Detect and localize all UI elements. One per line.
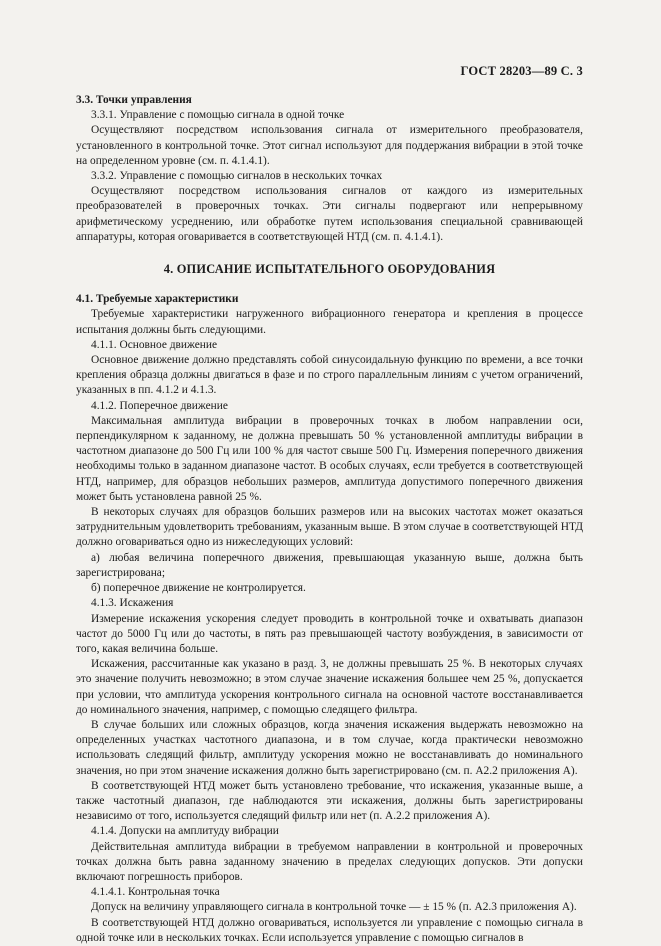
paragraph: Требуемые характеристики нагруженного вибрационного генератора и крепления в процессе испытания должны быть следующими. [76, 308, 583, 336]
paragraph: Действительная амплитуда вибрации в требуемом направлении в контрольной и проверочных точках должна быть равна заданному значению в пределах следующих допусков. Эти допуски включают погрешность приборов. [76, 840, 583, 883]
document-body [76, 93, 583, 946]
paragraph: Допуск на величину управляющего сигнала в контрольной точке — ± 15 % (п. А2.3 приложения А). [91, 901, 577, 914]
subsection-heading: 4.1.4. Допуски на амплитуду вибрации [91, 825, 279, 838]
paragraph: Максимальная амплитуда вибрации в проверочных точках в любом направлении оси, перпендикулярном к заданному, не должна превышать 50 % установленной амплитуды вибрации в частотном диапазоне до 500 Гц или 100 % для частот свыше 500 Гц. Измерения поперечного движения необходимы только в заданном диапазоне частот. В особых случаях, если требуется в соответствующей НТД, например, для образцов небольших размеров, амплитуда допустимого поперечного движения может быть установлена равной 25 %. [76, 414, 583, 503]
subsection-heading: 4.1.3. Искажения [91, 597, 174, 610]
paragraph: Основное движение должно представлять собой синусоидальную функцию по времени, а все точки крепления образца должны двигаться в фазе и по строго параллельным линиям с учетом ограничений, указанных в пп. 4.1.2 и 4.1.3. [76, 354, 583, 397]
subsection-heading: 4.1.2. Поперечное движение [91, 399, 228, 412]
subsection-heading: 3.3.2. Управление с помощью сигналов в нескольких точках [91, 170, 383, 183]
subsection-heading: 3.3.1. Управление с помощью сигнала в одной точке [91, 109, 345, 122]
paragraph: Осуществляют посредством использования сигналов от каждого из измерительных преобразователей в проверочных точках. Эти сигналы подвергают или непрерывному арифметическому усреднению, или обработке путем использования специальной сравнивающей аппаратуры, которая оговаривается в соответствующей НТД (см. п. 4.1.4.1). [76, 185, 583, 243]
paragraph: В некоторых случаях для образцов больших размеров или на высоких частотах может оказаться затруднительным удовлетворить требованиям, указанным выше. В этом случае в соответствующей НТД должно оговариваться одно из нижеследующих условий: [76, 506, 583, 549]
paragraph: а) любая величина поперечного движения, превышающая указанную выше, должна быть зарегистрирована; [76, 551, 583, 579]
paragraph: В соответствующей НТД может быть установлено требование, что искажения, указанные выше, а также частотный диапазон, где наблюдаются эти искажения, должны быть зарегистрированы независимо от того, используется следящий фильтр или нет (п. А.2.2 приложения А). [76, 779, 583, 823]
paragraph: В случае больших или сложных образцов, когда значения искажения выдержать невозможно на определенных участках частотного диапазона, и в том случае, когда практически невозможно использовать следящий фильтр, амплитуду ускорения можно не восстанавливать до номинального значения, но при этом значение искажения должно быть зарегистрировано (см. п. А2.2 приложения А). [76, 718, 583, 777]
paragraph: б) поперечное движение не контролируется. [91, 582, 306, 595]
paragraph: В соответствующей НТД должно оговариваться, используется ли управление с помощью сигнала в одной точке или в нескольких точках. Если используется управление с помощью сигналов в [76, 916, 583, 944]
page-header: ГОСТ 28203—89 С. 3 [460, 64, 583, 78]
subsection-heading: 4.1.4.1. Контрольная точка [91, 886, 220, 899]
paragraph: Осуществляют посредством использования сигнала от измерительного преобразователя, установленного в контрольной точке. Этот сигнал используют для поддержания вибрации в этой точке на определенном уровне (см. п. 4.1.4.1). [76, 124, 583, 167]
chapter-heading: 4. ОПИСАНИЕ ИСПЫТАТЕЛЬНОГО ОБОРУДОВАНИЯ [163, 262, 496, 277]
paragraph: Измерение искажения ускорения следует проводить в контрольной точке и охватывать диапазон частот до 5000 Гц или до частоты, в пять раз превышающей частоту возбуждения, в зависимости от того, какая величина больше. [76, 612, 583, 655]
section-heading: 4.1. Требуемые характеристики [76, 293, 239, 306]
section-heading: 3.3. Точки управления [76, 94, 192, 106]
subsection-heading: 4.1.1. Основное движение [91, 338, 218, 351]
paragraph: Искажения, рассчитанные как указано в разд. 3, не должны превышать 25 %. В некоторых случаях это значение получить невозможно; в этом случае значение искажения большее чем 25 %, допускается при условии, что амплитуда ускорения контрольного сигнала на основной частоте восстанавливается до номинального значения, например, с помощью следящего фильтра. [76, 658, 583, 716]
